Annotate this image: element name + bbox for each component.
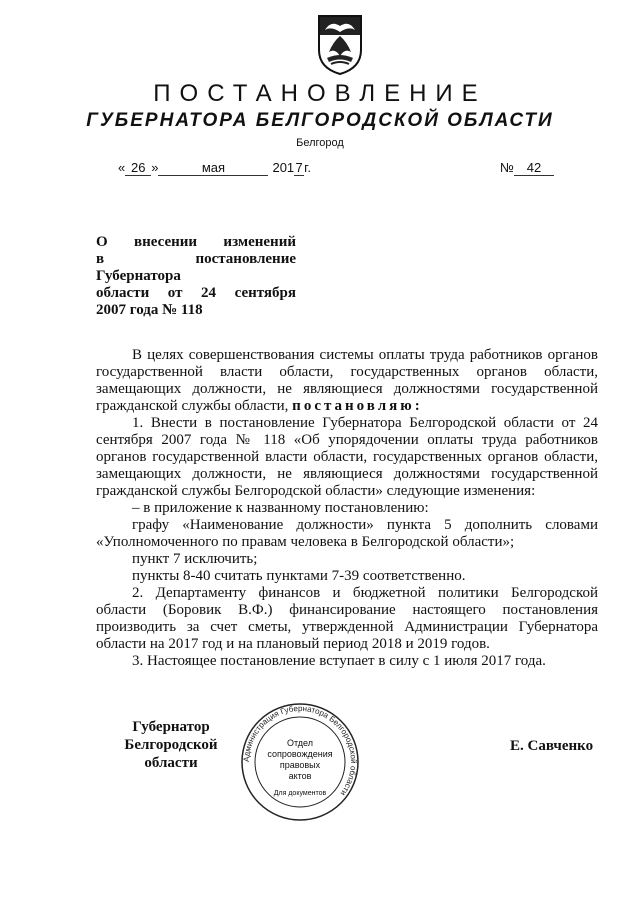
subject-line: в постановление Губернатора <box>96 251 296 284</box>
position-line: Губернатор <box>132 719 210 735</box>
stamp-bottom-text: Для документов <box>273 790 327 797</box>
body-paragraph: пункты 8-40 считать пунктами 7-39 соответственно. <box>132 568 466 584</box>
body-paragraph: – в приложение к названному постановлению: <box>132 500 429 516</box>
body-paragraph: 2. Департаменту финансов и бюджетной политики Белгородской области (Боровик В.Ф.) финансирование настоящего постановления производить за счет сметы, утвержденной Администрации Губернатора области на 2017 год и на плановый период 2018 и 2019 годов. <box>96 585 598 652</box>
number-value: 42 <box>514 160 554 176</box>
stamp-line: актов <box>288 771 312 781</box>
date-field <box>118 160 311 176</box>
stamp-ring-text: Администрация Губернатора Белгородской области <box>241 703 359 798</box>
body-paragraph: графу «Наименование должности» пункта 5 дополнить словами «Уполномоченного по правам человека в Белгородской области»; <box>96 517 598 550</box>
document-subject <box>96 234 296 319</box>
document-body <box>96 347 598 670</box>
document-number <box>500 160 554 176</box>
signatory-name: Е. Савченко <box>510 738 594 754</box>
subject-line: 2007 года № 118 <box>96 302 203 318</box>
body-paragraph <box>96 347 598 415</box>
date-year-end: г. <box>304 160 311 175</box>
body-paragraph: 1. Внести в постановление Губернатора Белгородской области от 24 сентября 2007 года № 118 «Об упорядочении оплаты труда работников органов государственной власти области, государственных органов области, замещающих должности, не являющиеся должностями государственной гражданской службы Белгородской области» следующие изменения: <box>96 415 598 499</box>
subject-line: О внесении изменений <box>96 234 296 250</box>
date-year-suffix: 7 <box>295 160 303 175</box>
stamp-center-text <box>258 738 342 799</box>
stamp-line: Отдел <box>286 738 314 748</box>
body-paragraph: пункт 7 исключить; <box>132 551 258 567</box>
number-label: № <box>500 160 514 175</box>
date-day: 26 <box>125 160 151 176</box>
document-title: ПОСТАНОВЛЕНИЕ <box>153 80 487 107</box>
stamp-line: сопровождения <box>267 749 333 759</box>
date-year-prefix: 201 <box>272 160 295 175</box>
position-line: Белгородской области <box>124 737 218 771</box>
subject-line: области от 24 сентября <box>96 285 296 301</box>
document-subtitle: ГУБЕРНАТОРА БЕЛГОРОДСКОЙ ОБЛАСТИ <box>86 110 554 131</box>
resolve-word: постановляю: <box>292 398 423 414</box>
date-close-quote: » <box>151 160 159 175</box>
date-month: мая <box>158 160 268 176</box>
document-city: Белгород <box>296 137 344 149</box>
coat-of-arms-icon <box>315 12 365 76</box>
body-paragraph: 3. Настоящее постановление вступает в силу с 1 июля 2017 года. <box>132 653 546 669</box>
stamp-line: правовых <box>279 760 321 770</box>
signatory-position <box>96 718 246 772</box>
preamble-text: В целях совершенствования системы оплаты труда работников органов государственной власти области, государственных органов области, замещающих должности, не являющиеся должностями государственной гражданской службы области, <box>96 347 598 414</box>
date-open-quote: « <box>118 160 126 175</box>
